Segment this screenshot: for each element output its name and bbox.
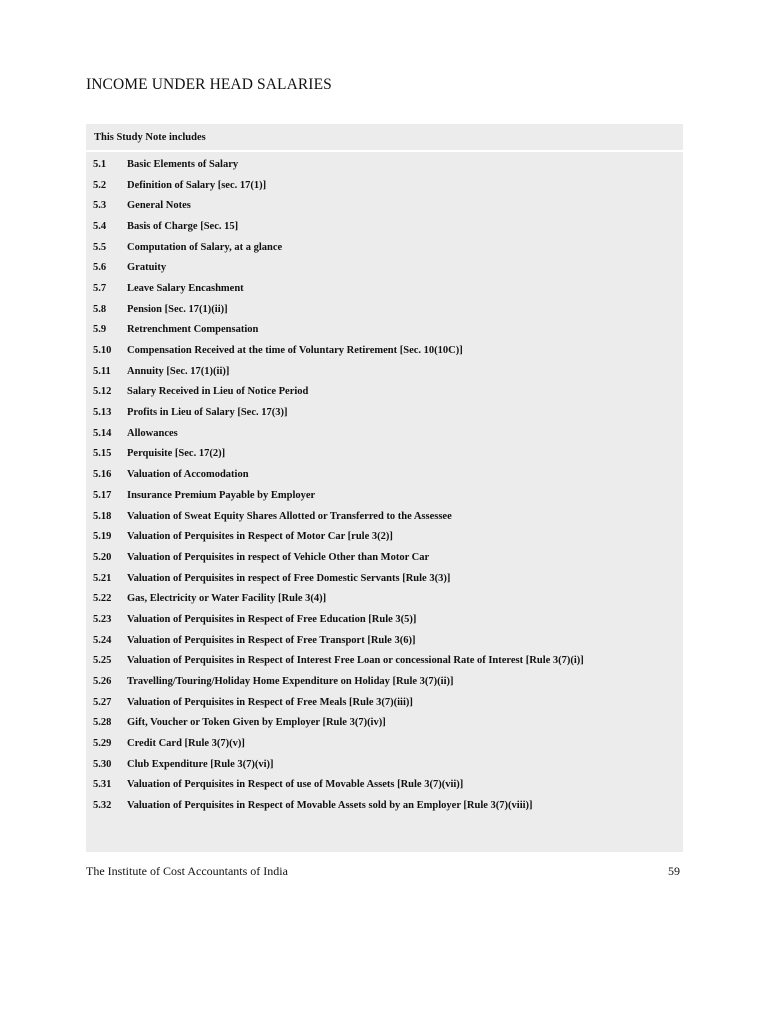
item-label: Valuation of Perquisites in Respect of Free Transport [Rule 3(6)] [127,634,416,646]
list-item [86,775,683,796]
study-note-header: This Study Note includes [86,124,683,152]
item-number: 5.6 [93,262,107,274]
item-number: 5.26 [93,676,112,688]
item-number: 5.16 [93,469,112,481]
item-label: Gift, Voucher or Token Given by Employer [Rule 3(7)(iv)] [127,717,386,729]
study-note-box [86,124,683,852]
item-number: 5.9 [93,324,107,336]
item-number: 5.20 [93,551,112,563]
list-item [86,237,683,258]
list-item [86,382,683,403]
item-label: Valuation of Perquisites in Respect of Movable Assets sold by an Employer [Rule 3(7)(viii)] [127,800,533,812]
list-item [86,609,683,630]
item-number: 5.30 [93,758,112,770]
list-item [86,568,683,589]
list-item [86,692,683,713]
list-item [86,299,683,320]
item-label: Valuation of Perquisites in respect of Free Domestic Servants [Rule 3(3)] [127,572,451,584]
item-label: Valuation of Sweat Equity Shares Allotted or Transferred to the Assessee [127,510,452,522]
item-label: Valuation of Perquisites in Respect of Interest Free Loan or concessional Rate of Interest [Rule 3(7)(i)] [127,655,584,667]
item-number: 5.28 [93,717,112,729]
item-label: Valuation of Accomodation [127,469,249,481]
list-item [86,278,683,299]
list-item [86,257,683,278]
item-number: 5.14 [93,427,112,439]
item-label: Valuation of Perquisites in Respect of Motor Car [rule 3(2)] [127,531,393,543]
item-number: 5.22 [93,593,112,605]
item-label: Allowances [127,427,178,439]
list-item [86,423,683,444]
item-number: 5.7 [93,282,107,294]
item-label: Travelling/Touring/Holiday Home Expenditure on Holiday [Rule 3(7)(ii)] [127,676,454,688]
item-number: 5.23 [93,613,112,625]
item-number: 5.19 [93,531,112,543]
list-item [86,754,683,775]
list-item [86,195,683,216]
item-label: Valuation of Perquisites in Respect of Free Education [Rule 3(5)] [127,613,417,625]
list-item [86,713,683,734]
list-item [86,340,683,361]
item-number: 5.13 [93,407,112,419]
item-number: 5.15 [93,448,112,460]
list-item [86,671,683,692]
page-title: INCOME UNDER HEAD SALARIES [86,76,332,93]
item-label: Profits in Lieu of Salary [Sec. 17(3)] [127,407,288,419]
item-number: 5.27 [93,696,112,708]
item-label: Valuation of Perquisites in Respect of use of Movable Assets [Rule 3(7)(vii)] [127,779,464,791]
item-label: Pension [Sec. 17(1)(ii)] [127,303,228,315]
item-number: 5.12 [93,386,112,398]
item-label: Valuation of Perquisites in Respect of Free Meals [Rule 3(7)(iii)] [127,696,413,708]
item-label: Credit Card [Rule 3(7)(v)] [127,738,245,750]
item-label: Insurance Premium Payable by Employer [127,489,316,501]
item-number: 5.21 [93,572,112,584]
list-item [86,733,683,754]
list-item [86,485,683,506]
item-number: 5.31 [93,779,112,791]
list-item [86,795,683,816]
item-number: 5.5 [93,241,107,253]
study-note-list [86,154,683,816]
item-label: Basis of Charge [Sec. 15] [127,220,239,232]
item-label: Valuation of Perquisites in respect of Vehicle Other than Motor Car [127,551,430,563]
item-label: Retrenchment Compensation [127,324,259,336]
list-item [86,361,683,382]
item-label: Perquisite [Sec. 17(2)] [127,448,226,460]
item-number: 5.4 [93,220,107,232]
item-number: 5.25 [93,655,112,667]
footer-organization: The Institute of Cost Accountants of India [86,864,288,878]
item-number: 5.1 [93,158,107,170]
item-label: Definition of Salary [sec. 17(1)] [127,179,267,191]
item-number: 5.18 [93,510,112,522]
list-item [86,154,683,175]
item-number: 5.3 [93,200,107,212]
item-number: 5.2 [93,179,107,191]
item-number: 5.11 [93,365,111,377]
item-number: 5.32 [93,800,112,812]
page-number: 59 [668,864,680,878]
item-label: Club Expenditure [Rule 3(7)(vi)] [127,758,274,770]
list-item [86,444,683,465]
list-item [86,526,683,547]
list-item [86,464,683,485]
list-item [86,651,683,672]
list-item [86,506,683,527]
item-label: Gratuity [127,262,167,274]
item-number: 5.8 [93,303,107,315]
item-label: Salary Received in Lieu of Notice Period [127,386,309,398]
item-label: Gas, Electricity or Water Facility [Rule 3(4)] [127,593,327,605]
list-item [86,588,683,609]
item-label: Leave Salary Encashment [127,282,244,294]
item-label: General Notes [127,200,191,212]
list-item [86,320,683,341]
item-label: Compensation Received at the time of Voluntary Retirement [Sec. 10(10C)] [127,345,463,357]
list-item [86,216,683,237]
item-number: 5.24 [93,634,112,646]
list-item [86,402,683,423]
list-item [86,630,683,651]
item-number: 5.29 [93,738,112,750]
item-number: 5.10 [93,345,112,357]
item-label: Basic Elements of Salary [127,158,239,170]
item-label: Annuity [Sec. 17(1)(ii)] [127,365,230,377]
list-item [86,175,683,196]
list-item [86,547,683,568]
item-number: 5.17 [93,489,112,501]
item-label: Computation of Salary, at a glance [127,241,283,253]
